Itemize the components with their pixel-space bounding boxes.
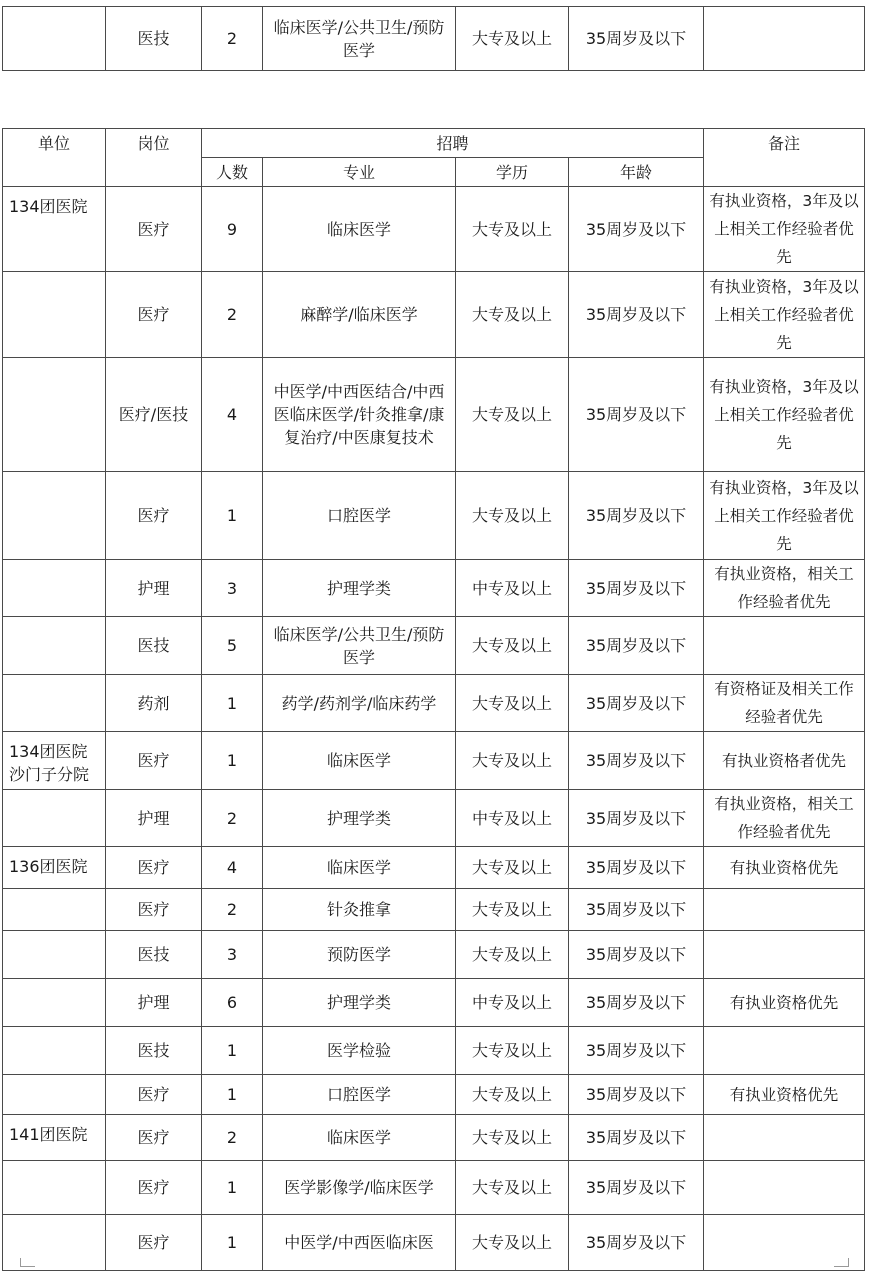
post-cell: 医疗 [106,1161,202,1215]
major-cell: 针灸推拿 [263,889,456,931]
major-cell: 护理学类 [263,790,456,847]
major-cell: 临床医学/公共卫生/预防医学 [263,617,456,675]
count-cell: 2 [202,889,263,931]
unit-cell [3,472,106,560]
post-cell: 医技 [106,1027,202,1075]
major-cell: 护理学类 [263,560,456,617]
header-remark: 备注 [704,129,865,187]
age-cell: 35周岁及以下 [569,790,704,847]
count-cell: 1 [202,1215,263,1271]
count-cell: 4 [202,358,263,472]
major-cell: 临床医学 [263,847,456,889]
table-row [3,847,865,889]
major-cell: 口腔医学 [263,472,456,560]
unit-cell [3,889,106,931]
remark-cell: 有执业资格，相关工作经验者优先 [704,790,865,847]
age-cell: 35周岁及以下 [569,1215,704,1271]
post-cell: 医疗 [106,472,202,560]
unit-cell [3,790,106,847]
count-cell: 2 [202,1115,263,1161]
table-row [3,472,865,560]
age-cell: 35周岁及以下 [569,1027,704,1075]
education-cell: 大专及以上 [456,1215,569,1271]
education-cell: 大专及以上 [456,889,569,931]
count-cell: 3 [202,560,263,617]
table-row [3,979,865,1027]
age-cell: 35周岁及以下 [569,560,704,617]
table-continued [2,6,865,71]
unit-cell [3,358,106,472]
education-cell: 大专及以上 [456,7,569,71]
age-cell: 35周岁及以下 [569,931,704,979]
major-cell: 口腔医学 [263,1075,456,1115]
header-age: 年龄 [569,158,704,187]
education-cell: 大专及以上 [456,472,569,560]
remark-cell [704,617,865,675]
table-body [3,187,865,1271]
count-cell: 3 [202,931,263,979]
count-cell: 1 [202,1027,263,1075]
post-cell: 医疗 [106,847,202,889]
major-cell: 医学影像学/临床医学 [263,1161,456,1215]
count-cell: 6 [202,979,263,1027]
remark-cell: 有执业资格，3年及以上相关工作经验者优先 [704,358,865,472]
remark-cell: 有执业资格，3年及以上相关工作经验者优先 [704,187,865,272]
post-cell: 医疗 [106,272,202,358]
education-cell: 大专及以上 [456,617,569,675]
remark-cell: 有资格证及相关工作经验者优先 [704,675,865,732]
post-cell: 护理 [106,979,202,1027]
age-cell: 35周岁及以下 [569,617,704,675]
age-cell: 35周岁及以下 [569,272,704,358]
remark-cell [704,1161,865,1215]
page-corner-mark-right [834,1258,849,1267]
education-cell: 中专及以上 [456,560,569,617]
count-cell: 4 [202,847,263,889]
post-cell: 医技 [106,617,202,675]
unit-cell [3,1027,106,1075]
unit-cell [3,979,106,1027]
unit-cell: 134团医院 [3,187,106,272]
unit-cell [3,1075,106,1115]
count-cell: 2 [202,790,263,847]
education-cell: 大专及以上 [456,1115,569,1161]
table-row [3,1161,865,1215]
table-row [3,889,865,931]
table-row [3,187,865,272]
education-cell: 大专及以上 [456,847,569,889]
post-cell: 医技 [106,7,202,71]
remark-cell: 有执业资格优先 [704,1075,865,1115]
age-cell: 35周岁及以下 [569,889,704,931]
age-cell: 35周岁及以下 [569,472,704,560]
major-cell: 预防医学 [263,931,456,979]
count-cell: 2 [202,272,263,358]
header-recruit: 招聘 [202,129,704,158]
header-post: 岗位 [106,129,202,187]
remark-cell [704,7,865,71]
header-row-top [3,129,865,158]
remark-cell [704,1027,865,1075]
post-cell: 医疗 [106,1115,202,1161]
major-cell: 护理学类 [263,979,456,1027]
education-cell: 大专及以上 [456,931,569,979]
education-cell: 大专及以上 [456,732,569,790]
table-row [3,560,865,617]
age-cell: 35周岁及以下 [569,7,704,71]
table-row [3,7,865,71]
table-row [3,358,865,472]
table-row [3,617,865,675]
unit-cell [3,272,106,358]
count-cell: 1 [202,1075,263,1115]
age-cell: 35周岁及以下 [569,1075,704,1115]
unit-cell: 134团医院沙门子分院 [3,732,106,790]
count-cell: 1 [202,1161,263,1215]
major-cell: 医学检验 [263,1027,456,1075]
remark-cell: 有执业资格者优先 [704,732,865,790]
count-cell: 5 [202,617,263,675]
post-cell: 医疗 [106,1075,202,1115]
header-count: 人数 [202,158,263,187]
post-cell: 药剂 [106,675,202,732]
post-cell: 医技 [106,931,202,979]
education-cell: 大专及以上 [456,272,569,358]
unit-cell [3,7,106,71]
age-cell: 35周岁及以下 [569,1115,704,1161]
education-cell: 大专及以上 [456,675,569,732]
post-cell: 医疗 [106,187,202,272]
unit-cell [3,560,106,617]
unit-cell [3,1161,106,1215]
education-cell: 大专及以上 [456,358,569,472]
major-cell: 临床医学 [263,1115,456,1161]
age-cell: 35周岁及以下 [569,847,704,889]
unit-cell [3,675,106,732]
unit-cell [3,1215,106,1271]
age-cell: 35周岁及以下 [569,187,704,272]
count-cell: 1 [202,472,263,560]
age-cell: 35周岁及以下 [569,979,704,1027]
count-cell: 1 [202,732,263,790]
unit-cell [3,617,106,675]
education-cell: 大专及以上 [456,1027,569,1075]
remark-cell: 有执业资格优先 [704,847,865,889]
table-row [3,675,865,732]
count-cell: 2 [202,7,263,71]
remark-cell [704,1115,865,1161]
age-cell: 35周岁及以下 [569,358,704,472]
remark-cell [704,889,865,931]
education-cell: 大专及以上 [456,1161,569,1215]
header-unit: 单位 [3,129,106,187]
education-cell: 中专及以上 [456,790,569,847]
major-cell: 临床医学/公共卫生/预防医学 [263,7,456,71]
header-major: 专业 [263,158,456,187]
unit-cell: 136团医院 [3,847,106,889]
page-corner-mark-left [20,1258,35,1267]
major-cell: 临床医学 [263,732,456,790]
remark-cell: 有执业资格，相关工作经验者优先 [704,560,865,617]
age-cell: 35周岁及以下 [569,1161,704,1215]
post-cell: 医疗/医技 [106,358,202,472]
table-row [3,1215,865,1271]
remark-cell [704,931,865,979]
age-cell: 35周岁及以下 [569,675,704,732]
header-education: 学历 [456,158,569,187]
major-cell: 中医学/中西医结合/中西医临床医学/针灸推拿/康复治疗/中医康复技术 [263,358,456,472]
recruitment-table [2,128,865,1271]
table-row [3,790,865,847]
table-row [3,1075,865,1115]
education-cell: 大专及以上 [456,187,569,272]
table-row [3,931,865,979]
major-cell: 麻醉学/临床医学 [263,272,456,358]
major-cell: 临床医学 [263,187,456,272]
table-row [3,1027,865,1075]
remark-cell: 有执业资格，3年及以上相关工作经验者优先 [704,472,865,560]
major-cell: 药学/药剂学/临床药学 [263,675,456,732]
post-cell: 医疗 [106,1215,202,1271]
table-row [3,1115,865,1161]
remark-cell: 有执业资格，3年及以上相关工作经验者优先 [704,272,865,358]
unit-cell: 141团医院 [3,1115,106,1161]
table-row [3,732,865,790]
post-cell: 医疗 [106,732,202,790]
table-row [3,272,865,358]
post-cell: 医疗 [106,889,202,931]
education-cell: 大专及以上 [456,1075,569,1115]
post-cell: 护理 [106,560,202,617]
education-cell: 中专及以上 [456,979,569,1027]
unit-cell [3,931,106,979]
remark-cell: 有执业资格优先 [704,979,865,1027]
major-cell: 中医学/中西医临床医 [263,1215,456,1271]
count-cell: 9 [202,187,263,272]
post-cell: 护理 [106,790,202,847]
age-cell: 35周岁及以下 [569,732,704,790]
count-cell: 1 [202,675,263,732]
